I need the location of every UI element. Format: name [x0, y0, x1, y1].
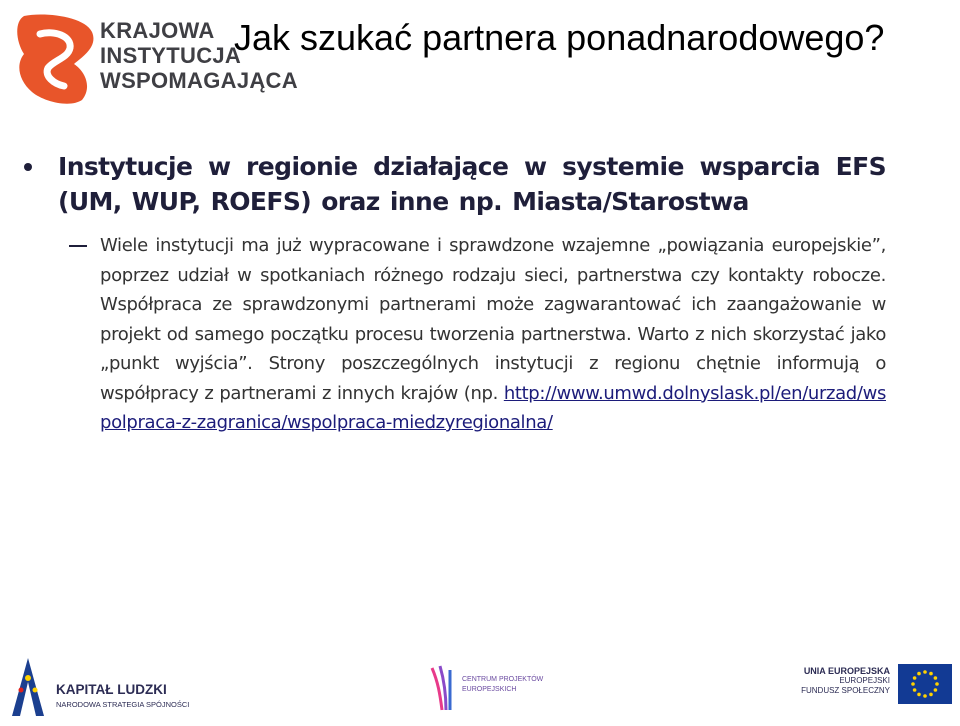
- cpe-line-2: EUROPEJSKICH: [462, 686, 517, 693]
- kis-logo-line-3: WSPOMAGAJĄCA: [100, 68, 298, 93]
- kapital-ludzki-mark-icon: [8, 656, 48, 718]
- bullet-level-2-paragraph: [100, 231, 886, 438]
- slide-content: [58, 149, 886, 438]
- eu-logo: [780, 664, 952, 718]
- slide-title: Jak szukać partnera ponadnarodowego?: [234, 17, 885, 58]
- region-link[interactable]: http://www.umwd.dolnyslask.pl/en/urzad/wspolpraca-z-zagranica/wspolpraca-miedzyregionalna/: [100, 382, 886, 433]
- kapital-ludzki-name: KAPITAŁ LUDZKI: [56, 682, 167, 697]
- bullet-level-2: [100, 231, 886, 438]
- cpe-mark-icon: [428, 664, 458, 712]
- bullet-dot-icon: [24, 163, 32, 171]
- footer: [0, 650, 960, 726]
- bullet-level-1-text: Instytucje w regionie działające w systemie wsparcia EFS (UM, WUP, ROEFS) oraz inne np. Miasta/Starostwa: [58, 152, 886, 216]
- kis-logo-line-2: INSTYTUCJA: [100, 43, 242, 68]
- eu-line-3: FUNDUSZ SPOŁECZNY: [801, 686, 890, 695]
- eu-line-2: EUROPEJSKI: [839, 676, 890, 685]
- cpe-line-1: CENTRUM PROJEKTÓW: [462, 676, 544, 683]
- bullet-level-2-text: Wiele instytucji ma już wypracowane i sprawdzone wzajemne „powiązania europejskie”, poprzez udział w spotkaniach różnego rodzaju sieci, partnerstwa czy kontakty robocze. Współpraca ze sprawdzonymi partnerami może zagwarantować ich zaangażowanie w projekt od samego początku procesu tworzenia partnerstwa. Warto z nich skorzystać jako „punkt wyjścia”. Strony poszczególnych instytucji z regionu chętnie informują o współpracy z partnerami z innych krajów (np.: [100, 235, 886, 404]
- cpe-logo: [428, 664, 548, 714]
- kis-logo-line-1: KRAJOWA: [100, 18, 215, 43]
- eu-line-1: UNIA EUROPEJSKA: [803, 666, 890, 676]
- kis-logo-mark-icon: [14, 12, 96, 104]
- bullet-level-1: [58, 149, 886, 219]
- eu-flag-icon: [898, 664, 952, 704]
- dash-bullet-icon: [69, 245, 87, 247]
- kapital-ludzki-tagline: NARODOWA STRATEGIA SPÓJNOŚCI: [56, 700, 190, 709]
- kapital-ludzki-logo: [8, 656, 198, 718]
